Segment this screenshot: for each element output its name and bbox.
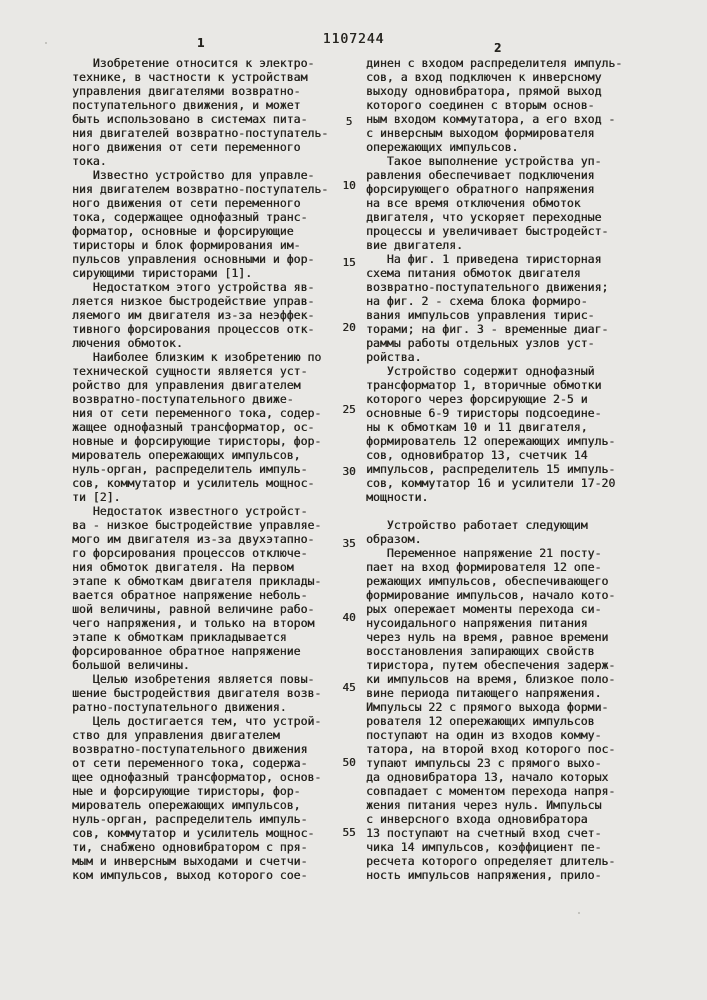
text-line: ство для управления двигателем	[72, 728, 280, 742]
text-line: тока.	[72, 154, 107, 168]
text-line: вания импульсов управления тирис-	[366, 308, 595, 322]
scan-speck	[578, 912, 580, 914]
text-line: сирующими тиристорами [1].	[72, 266, 253, 280]
text-line: технической сущности является уст-	[72, 364, 308, 378]
text-line: этапе к обмоткам прикладывается	[72, 630, 287, 644]
text-line: импульсов, распределитель 15 импуль-	[366, 462, 616, 476]
text-line: ность импульсов напряжения, прило-	[366, 868, 602, 882]
line-number: 25	[342, 403, 356, 416]
text-line: Изобретение относится к электро-	[72, 56, 315, 70]
text-line: шение быстродействия двигателя возв-	[72, 686, 322, 700]
text-line: ком импульсов, выход которого сое-	[72, 868, 308, 882]
text-line: формирование импульсов, начало кото-	[366, 588, 616, 602]
text-line: равления обеспечивает подключения	[366, 168, 595, 182]
scan-speck	[45, 42, 47, 44]
text-line: мого им двигателя из-за двухэтапно-	[72, 532, 315, 546]
line-number: 5	[345, 115, 353, 128]
text-line: Переменное напряжение 21 посту-	[366, 546, 602, 560]
text-line: ресчета которого определяет длитель-	[366, 854, 616, 868]
line-number: 45	[342, 681, 356, 694]
text-line: сов, коммутатор 16 и усилители 17-20	[366, 476, 616, 490]
text-line: мым и инверсным выходами и счетчи-	[72, 854, 308, 868]
text-line: выходу одновибратора, прямой выход	[366, 84, 602, 98]
text-line: форсированное обратное напряжение	[72, 644, 301, 658]
text-line: Импульсы 22 с прямого выхода форми-	[366, 700, 609, 714]
text-line: возвратно-поступательного движения;	[366, 280, 609, 294]
text-line: тиристора, путем обеспечения задерж-	[366, 658, 616, 672]
text-line: Цель достигается тем, что устрой-	[72, 714, 322, 728]
text-line: возвратно-поступательного движе-	[72, 392, 294, 406]
text-line: на фиг. 2 - схема блока формиро-	[366, 294, 588, 308]
text-line: ти [2].	[72, 490, 121, 504]
text-line: совпадает с моментом перехода напря-	[366, 784, 616, 798]
text-line: нуль-орган, распределитель импуль-	[72, 812, 308, 826]
text-line: тивного форсирования процессов отк-	[72, 322, 315, 336]
text-line: тупают импульсы 23 с прямого выхо-	[366, 756, 602, 770]
text-line: ния двигателей возвратно-поступатель-	[72, 126, 329, 140]
text-line: пает на вход формирователя 12 опе-	[366, 560, 602, 574]
text-line: ны к обмоткам 10 и 11 двигателя,	[366, 420, 588, 434]
text-line: пульсов управления основными и фор-	[72, 252, 315, 266]
text-line: форматор, основные и форсирующие	[72, 224, 294, 238]
line-number: 40	[342, 611, 356, 624]
text-line: ния от сети переменного тока, содер-	[72, 406, 322, 420]
text-line: рователя 12 опережающих импульсов	[366, 714, 595, 728]
text-line: которого через форсирующие 2-5 и	[366, 392, 588, 406]
text-line: схема питания обмоток двигателя	[366, 266, 581, 280]
text-line: трансформатор 1, вторичные обмотки	[366, 378, 602, 392]
text-line: Целью изобретения является повы-	[72, 672, 315, 686]
text-line: торами; на фиг. 3 - временные диаг-	[366, 322, 609, 336]
text-line: ратно-поступательного движения.	[72, 700, 287, 714]
text-line: процессы и увеличивает быстродейст-	[366, 224, 609, 238]
text-line: восстановления запирающих свойств	[366, 644, 595, 658]
text-line: ляется низкое быстродействие управ-	[72, 294, 315, 308]
text-line: режающих импульсов, обеспечивающего	[366, 574, 609, 588]
text-line: тиристоры и блок формирования им-	[72, 238, 301, 252]
right-text-column	[366, 56, 646, 882]
text-line: Устройство содержит однофазный	[366, 364, 595, 378]
text-line: которого соединен с вторым основ-	[366, 98, 595, 112]
text-line: поступают на один из входов комму-	[366, 728, 602, 742]
text-line: нусоидального напряжения питания	[366, 616, 588, 630]
text-line: нуль-орган, распределитель импуль-	[72, 462, 308, 476]
text-line: сов, а вход подключен к инверсному	[366, 70, 602, 84]
text-line: управления двигателями возвратно-	[72, 84, 301, 98]
text-line: ния двигателем возвратно-поступатель-	[72, 182, 329, 196]
text-line: чика 14 импульсов, коэффициент пе-	[366, 840, 602, 854]
text-line	[366, 504, 646, 518]
text-line: с инверсного входа одновибратора	[366, 812, 588, 826]
text-line: лючения обмоток.	[72, 336, 183, 350]
line-number: 10	[342, 179, 356, 192]
text-line: ва - низкое быстродействие управляе-	[72, 518, 322, 532]
column-number-left: 1	[197, 36, 205, 50]
text-line: динен с входом распределителя импуль-	[366, 56, 623, 70]
text-line: ного движения от сети переменного	[72, 196, 301, 210]
text-line: двигателя, что ускоряет переходные	[366, 210, 602, 224]
text-line: новные и форсирующие тиристоры, фор-	[72, 434, 322, 448]
text-line: опережающих импульсов.	[366, 140, 519, 154]
text-line: татора, на второй вход которого пос-	[366, 742, 616, 756]
text-line: через нуль на время, равное времени	[366, 630, 609, 644]
text-line: технике, в частности к устройствам	[72, 70, 308, 84]
text-line: ройство для управления двигателем	[72, 378, 301, 392]
line-number: 55	[342, 826, 356, 839]
text-line: сов, коммутатор и усилитель мощнос-	[72, 826, 315, 840]
text-line: вается обратное напряжение неболь-	[72, 588, 308, 602]
text-line: формирователь 12 опережающих импуль-	[366, 434, 616, 448]
text-line: щее однофазный трансформатор, основ-	[72, 770, 322, 784]
text-line: ного движения от сети переменного	[72, 140, 301, 154]
text-line: возвратно-поступательного движения	[72, 742, 308, 756]
text-line: вине периода питающего напряжения.	[366, 686, 602, 700]
text-line: сов, коммутатор и усилитель мощнос-	[72, 476, 315, 490]
line-number: 35	[342, 537, 356, 550]
text-line: мощности.	[366, 490, 429, 504]
line-number: 30	[342, 465, 356, 478]
text-line: Такое выполнение устройства уп-	[366, 154, 602, 168]
text-line: этапе к обмоткам двигателя приклады-	[72, 574, 322, 588]
text-line: Недостатком этого устройства яв-	[72, 280, 315, 294]
text-line: да одновибратора 13, начало которых	[366, 770, 609, 784]
text-line: тока, содержащее однофазный транс-	[72, 210, 308, 224]
text-line: чего напряжения, и только на втором	[72, 616, 315, 630]
column-number-right: 2	[494, 41, 502, 55]
line-number: 50	[342, 756, 356, 769]
text-line: на все время отключения обмоток	[366, 196, 581, 210]
text-line: жения питания через нуль. Импульсы	[366, 798, 602, 812]
text-line: шой величины, равной величине рабо-	[72, 602, 315, 616]
text-line: ти, снабжено одновибратором с пря-	[72, 840, 308, 854]
line-number-gutter	[336, 0, 362, 1000]
text-line: ные и форсирующие тиристоры, фор-	[72, 784, 301, 798]
text-line: жащее однофазный трансформатор, ос-	[72, 420, 315, 434]
line-number: 20	[342, 321, 356, 334]
text-line: образом.	[366, 532, 422, 546]
line-number: 15	[342, 256, 356, 269]
text-line: Наиболее близким к изобретению по	[72, 350, 322, 364]
text-line: с инверсным выходом формирователя	[366, 126, 595, 140]
text-line: поступательного движения, и может	[72, 98, 301, 112]
text-line: мирователь опережающих импульсов,	[72, 798, 301, 812]
text-line: основные 6-9 тиристоры подсоедине-	[366, 406, 602, 420]
text-line: 13 поступают на счетный вход счет-	[366, 826, 602, 840]
text-line: Известно устройство для управле-	[72, 168, 315, 182]
text-line: Устройство работает следующим	[366, 518, 588, 532]
text-line: вие двигателя.	[366, 238, 463, 252]
text-line: ки импульсов на время, близкое поло-	[366, 672, 616, 686]
text-line: ройства.	[366, 350, 422, 364]
text-line: большой величины.	[72, 658, 190, 672]
left-text-column	[72, 56, 350, 882]
text-line: ным входом коммутатора, а его вход -	[366, 112, 616, 126]
patent-number: 1107244	[322, 32, 385, 47]
text-line: Недостаток известного устройст-	[72, 504, 308, 518]
text-line: рых опережает моменты перехода си-	[366, 602, 602, 616]
text-line: ния обмоток двигателя. На первом	[72, 560, 294, 574]
text-line: форсирующего обратного напряжения	[366, 182, 595, 196]
text-line: мирователь опережающих импульсов,	[72, 448, 301, 462]
text-line: быть использовано в системах пита-	[72, 112, 308, 126]
text-line: раммы работы отдельных узлов уст-	[366, 336, 595, 350]
text-line: от сети переменного тока, содержа-	[72, 756, 308, 770]
text-line: На фиг. 1 приведена тиристорная	[366, 252, 602, 266]
text-line: сов, одновибратор 13, счетчик 14	[366, 448, 588, 462]
text-line: го форсирования процессов отключе-	[72, 546, 308, 560]
text-line: ляемого им двигателя из-за неэффек-	[72, 308, 315, 322]
